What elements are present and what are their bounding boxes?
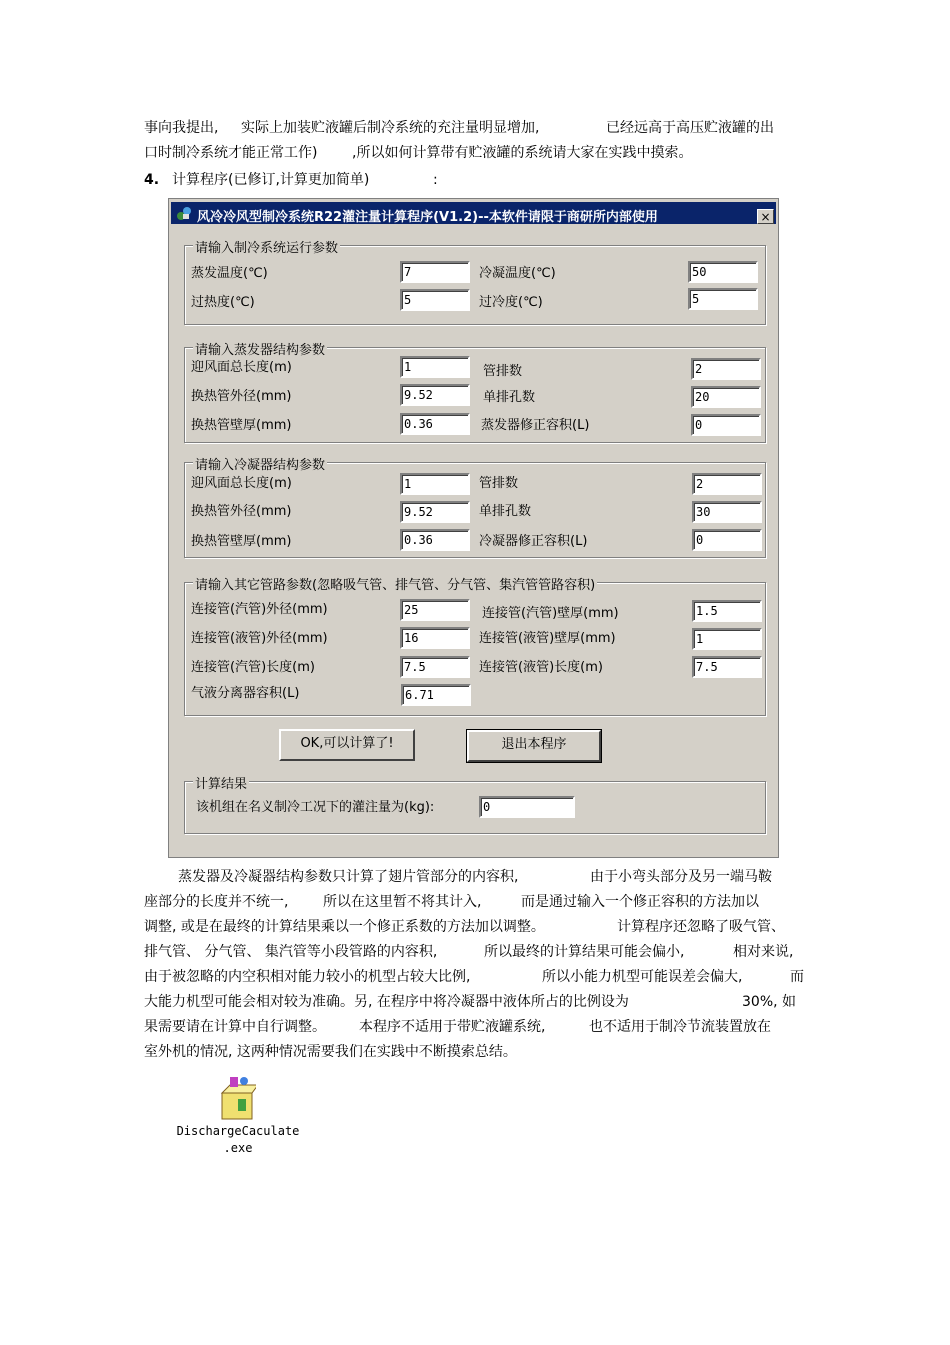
- file-name[interactable]: DischargeCaculate: [176, 1124, 300, 1138]
- group-label: 请输入制冷系统运行参数: [193, 237, 340, 256]
- cond-rows-input[interactable]: 2: [692, 473, 762, 495]
- app-icon: [176, 205, 192, 221]
- text-line: 大能力机型可能会相对较为准确。另, 在程序中将冷凝器中液体所占的比例设为: [144, 994, 629, 1010]
- section-number: 4.: [144, 172, 160, 188]
- field-label: 过冷度(℃): [479, 295, 543, 310]
- installer-package-icon[interactable]: [218, 1075, 256, 1121]
- field-label: 迎风面总长度(m): [191, 360, 292, 375]
- superheat-input[interactable]: 5: [400, 289, 470, 311]
- text-line: 座部分的长度并不统一,: [144, 894, 289, 910]
- exit-button[interactable]: 退出本程序: [467, 730, 601, 762]
- field-label: 连接管(液管)长度(m): [479, 660, 603, 675]
- text-line: 所以小能力机型可能误差会偏大,: [542, 969, 743, 985]
- field-label: 连接管(汽管)长度(m): [191, 660, 315, 675]
- file-extension[interactable]: .exe: [223, 1141, 253, 1155]
- calculate-button[interactable]: OK,可以计算了!: [279, 729, 415, 761]
- field-label: 换热管壁厚(mm): [191, 418, 292, 433]
- text-line: ,所以如何计算带有贮液罐的系统请大家在实践中摸索。: [352, 145, 693, 161]
- field-label: 单排孔数: [483, 390, 536, 405]
- field-label: 气液分离器容积(L): [191, 686, 300, 701]
- window-title: 风冷冷风型制冷系统R22灌注量计算程序(V1.2)--本软件请限于商研所内部使用: [197, 210, 658, 225]
- program-window: [168, 198, 779, 858]
- cond-tube-od-input[interactable]: 9.52: [400, 501, 470, 523]
- field-label: 换热管壁厚(mm): [191, 534, 292, 549]
- text-line: 本程序不适用于带贮液罐系统,: [359, 1019, 546, 1035]
- field-label: 过热度(℃): [191, 295, 255, 310]
- text-line: 相对来说,: [733, 944, 794, 960]
- cond-length-input[interactable]: 1: [400, 473, 470, 495]
- field-label: 冷凝器修正容积(L): [479, 534, 588, 549]
- section-colon: :: [433, 172, 438, 188]
- group-label: 请输入其它管路参数(忽略吸气管、排气管、分气管、集汽管管路容积): [193, 574, 597, 593]
- text-line: 30%, 如: [742, 994, 797, 1010]
- gas-pipe-od-input[interactable]: 25: [400, 599, 470, 621]
- text-line: 果需要请在计算中自行调整。: [144, 1019, 326, 1035]
- text-line: 计算程序还忽略了吸气管、: [617, 919, 785, 935]
- group-label: 请输入蒸发器结构参数: [193, 339, 327, 358]
- liquid-pipe-length-input[interactable]: 7.5: [692, 656, 762, 678]
- subcool-input[interactable]: 5: [688, 288, 758, 310]
- evap-holes-input[interactable]: 20: [691, 386, 761, 408]
- field-label: 迎风面总长度(m): [191, 476, 292, 491]
- field-label: 连接管(液管)壁厚(mm): [479, 631, 616, 646]
- text-line: 室外机的情况, 这两种情况需要我们在实践中不断摸索总结。: [144, 1044, 517, 1060]
- cond-holes-input[interactable]: 30: [692, 501, 762, 523]
- text-line: 而是通过输入一个修正容积的方法加以: [521, 894, 759, 910]
- text-line: 也不适用于制冷节流装置放在: [589, 1019, 771, 1035]
- group-label: 计算结果: [193, 773, 249, 792]
- text-line: 调整, 或是在最终的计算结果乘以一个修正系数的方法加以调整。: [144, 919, 545, 935]
- text-line: 实际上加装贮液罐后制冷系统的充注量明显增加,: [241, 120, 540, 136]
- section-title: 计算程序(已修订,计算更加简单): [172, 172, 370, 188]
- field-label: 蒸发器修正容积(L): [481, 418, 590, 433]
- field-label: 管排数: [479, 476, 519, 491]
- close-button[interactable]: ×: [757, 209, 774, 224]
- title-bar: [171, 202, 776, 224]
- text-line: 所以在这里暂不将其计入,: [323, 894, 482, 910]
- text-line: 所以最终的计算结果可能会偏小,: [484, 944, 685, 960]
- text-line: 蒸发器及冷凝器结构参数只计算了翅片管部分的内容积,: [178, 869, 519, 885]
- text-line: 而: [790, 969, 804, 985]
- text-line: 已经远高于高压贮液罐的出: [606, 120, 774, 136]
- cond-temp-input[interactable]: 50: [688, 261, 758, 283]
- evap-tube-od-input[interactable]: 9.52: [400, 384, 470, 406]
- group-run-params: [184, 241, 766, 325]
- liquid-pipe-wall-input[interactable]: 1: [692, 628, 762, 650]
- field-label: 连接管(汽管)壁厚(mm): [482, 606, 619, 621]
- separator-volume-input[interactable]: 6.71: [401, 684, 471, 706]
- field-label: 换热管外径(mm): [191, 389, 292, 404]
- gas-pipe-length-input[interactable]: 7.5: [400, 656, 470, 678]
- field-label: 管排数: [483, 364, 523, 379]
- field-label: 冷凝温度(℃): [479, 266, 556, 281]
- gas-pipe-wall-input[interactable]: 1.5: [692, 600, 762, 622]
- evap-length-input[interactable]: 1: [400, 356, 470, 378]
- cond-wall-input[interactable]: 0.36: [400, 529, 470, 551]
- field-label: 连接管(液管)外径(mm): [191, 631, 328, 646]
- text-line: 排气管、 分气管、 集汽管等小段管路的内容积,: [144, 944, 438, 960]
- text-line: 口时制冷系统才能正常工作): [144, 145, 318, 161]
- field-label: 蒸发温度(℃): [191, 266, 268, 281]
- evap-correction-input[interactable]: 0: [691, 414, 761, 436]
- text-line: 由于小弯头部分及另一端马鞍: [590, 869, 772, 885]
- result-output[interactable]: 0: [479, 796, 575, 818]
- result-label: 该机组在名义制冷工况下的灌注量为(kg):: [196, 800, 435, 815]
- evap-temp-input[interactable]: 7: [400, 261, 470, 283]
- field-label: 单排孔数: [479, 504, 532, 519]
- cond-correction-input[interactable]: 0: [692, 529, 762, 551]
- field-label: 换热管外径(mm): [191, 504, 292, 519]
- text-line: 事向我提出,: [144, 120, 219, 136]
- evap-rows-input[interactable]: 2: [691, 358, 761, 380]
- field-label: 连接管(汽管)外径(mm): [191, 602, 328, 617]
- evap-wall-input[interactable]: 0.36: [400, 413, 470, 435]
- liquid-pipe-od-input[interactable]: 16: [400, 627, 470, 649]
- group-label: 请输入冷凝器结构参数: [193, 454, 327, 473]
- text-line: 由于被忽略的内空积相对能力较小的机型占较大比例,: [144, 969, 471, 985]
